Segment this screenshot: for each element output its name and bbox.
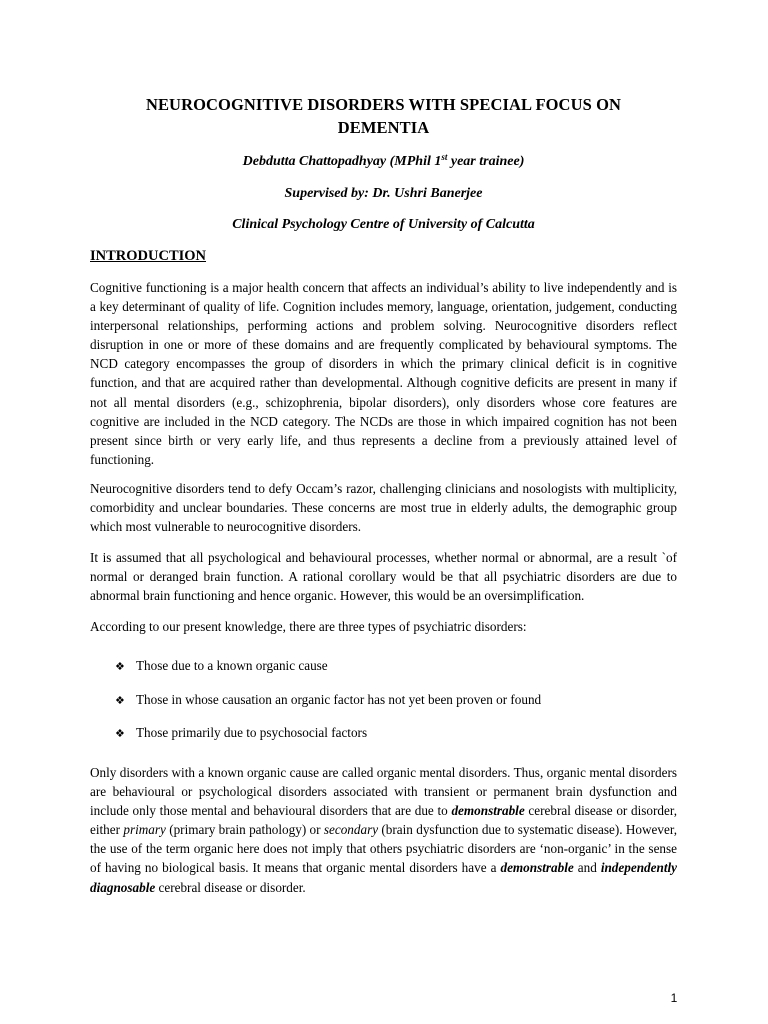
bullet-diamond-icon: ❖: [115, 727, 125, 740]
paragraph-5-text: cerebral disease or disorder, either: [90, 803, 677, 838]
emphasis-demonstrable: demonstrable: [451, 803, 525, 819]
paragraph-5-text: Only disorders with a known organic cause are called organic mental disorders. Thus, organic mental disorders are behavioural or psychological disorders associated with transient or permanent brain dysfunction and include only those mental and behavioural disorders that are due to: [90, 765, 677, 819]
document-title: [90, 93, 677, 139]
bullet-text: Those due to a known organic cause: [136, 658, 328, 673]
paragraph-5-text: (brain dysfunction due to systematic disease). However, the use of the term organic here does not imply that others psychiatric disorders are ‘non-organic’ in the sense of having no biological basis. It means that organic mental disorders have a: [90, 822, 677, 876]
bullet-item: [115, 724, 675, 743]
paragraph-5-text: and: [573, 860, 601, 876]
author-role: year trainee): [447, 154, 525, 169]
bullet-text: Those in whose causation an organic factor has not yet been proven or found: [136, 692, 542, 707]
emphasis-independently-diagnosable: independently diagnosable: [90, 860, 678, 895]
author-name: Debdutta Chattopadhyay (MPhil 1: [242, 154, 442, 169]
supervisor-line: Supervised by: Dr. Ushri Banerjee: [284, 186, 483, 201]
bullet-diamond-icon: ❖: [115, 694, 125, 707]
title-line-1: NEUROCOGNITIVE DISORDERS WITH SPECIAL FOCUS ON: [145, 95, 622, 114]
emphasis-secondary: secondary: [323, 822, 379, 838]
bullet-item: [115, 657, 675, 676]
paragraph-4: According to our present knowledge, there are three types of psychiatric disorders:: [90, 619, 527, 634]
title-line-2: DEMENTIA: [337, 118, 430, 137]
author-superscript: st: [441, 152, 448, 162]
section-heading-introduction: INTRODUCTION: [90, 248, 207, 264]
paragraph-1: Cognitive functioning is a major health concern that affects an individual’s ability to live independently and is a key determinant of quality of life. Cognition includes memory, language, orientation, judgement, conducting interpersonal relationships, performing actions and problem solving. Neurocognitive disorders reflect disruption in one or more of these domains and are frequently complicated by behavioural symptoms. The NCD category encompasses the group of disorders in which the primary clinical deficit is in cognitive function, and that are acquired rather than developmental. Although cognitive deficits are present in many if not all mental disorders (e.g., schizophrenia, bipolar disorders), only disorders whose core features are cognitive are included in the NCD category. The NCDs are those in which impaired cognition has not been present since birth or very early life, and thus represents a decline from a previously attained level of functioning.: [90, 280, 677, 467]
page-number: 1: [670, 991, 678, 1005]
bullet-diamond-icon: ❖: [115, 660, 125, 673]
bullet-text: Those primarily due to psychosocial factors: [136, 725, 368, 740]
author-line: [90, 153, 677, 171]
bullet-item: [115, 691, 675, 710]
affiliation-line: Clinical Psychology Centre of University of Calcutta: [232, 217, 535, 232]
emphasis-demonstrable-2: demonstrable: [500, 860, 574, 876]
paragraph-5-text: (primary brain pathology) or: [165, 822, 324, 838]
paragraph-3: It is assumed that all psychological and behavioural processes, whether normal or abnormal, are a result `of normal or deranged brain function. A rational corollary would be that all psychiatric disorders are due to abnormal brain functioning and hence organic. However, this would be an oversimplification.: [90, 550, 677, 604]
paragraph-2: Neurocognitive disorders tend to defy Occam’s razor, challenging clinicians and nosologists with multiplicity, comorbidity and unclear boundaries. These concerns are most true in elderly adults, the demographic group which most vulnerable to neurocognitive disorders.: [90, 481, 677, 535]
paragraph-5: [90, 763, 677, 897]
emphasis-primary: primary: [123, 822, 166, 838]
paragraph-5-text: cerebral disease or disorder.: [155, 879, 306, 895]
